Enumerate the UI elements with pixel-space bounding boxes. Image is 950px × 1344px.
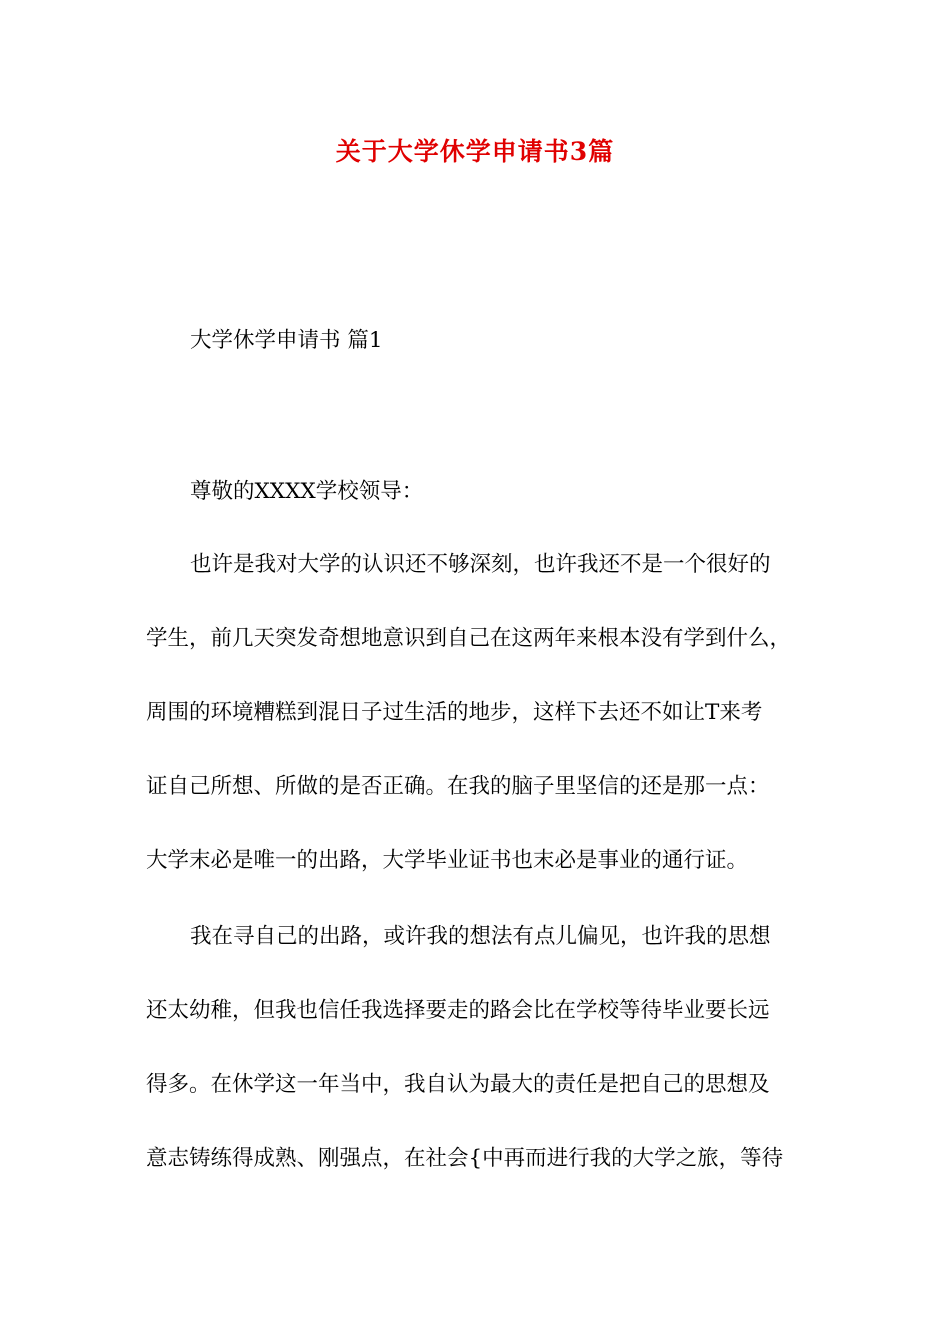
paragraph-line: 意志铸练得成熟、刚强点，在社会{中再而进行我的大学之旅，等待	[146, 1146, 784, 1171]
salutation: 尊敬的XXXX学校领导：	[190, 479, 424, 504]
section-heading: 大学休学申请书 篇1	[190, 328, 383, 353]
paragraph-line: 得多。在休学这一年当中，我自认为最大的责任是把自己的思想及	[146, 1072, 770, 1097]
document-title: 关于大学休学申请书3篇	[335, 137, 615, 166]
paragraph-line: 还太幼稚，但我也信任我选择要走的路会比在学校等待毕业要长远	[146, 998, 770, 1023]
paragraph-line: 证自己所想、所做的是否正确。在我的脑子里坚信的还是那一点：	[146, 774, 770, 799]
paragraph-line: 周围的环境糟糕到混日子过生活的地步，这样下去还不如让T来考	[146, 700, 763, 725]
paragraph-line: 我在寻自己的出路，或许我的想法有点儿偏见，也许我的思想	[190, 924, 771, 949]
paragraph-line: 也许是我对大学的认识还不够深刻，也许我还不是一个很好的	[190, 552, 771, 577]
paragraph-line: 学生，前几天突发奇想地意识到自己在这两年来根本没有学到什么，	[146, 626, 792, 651]
paragraph-line: 大学末必是唯一的出路，大学毕业证书也末必是事业的通行证。	[146, 848, 749, 873]
